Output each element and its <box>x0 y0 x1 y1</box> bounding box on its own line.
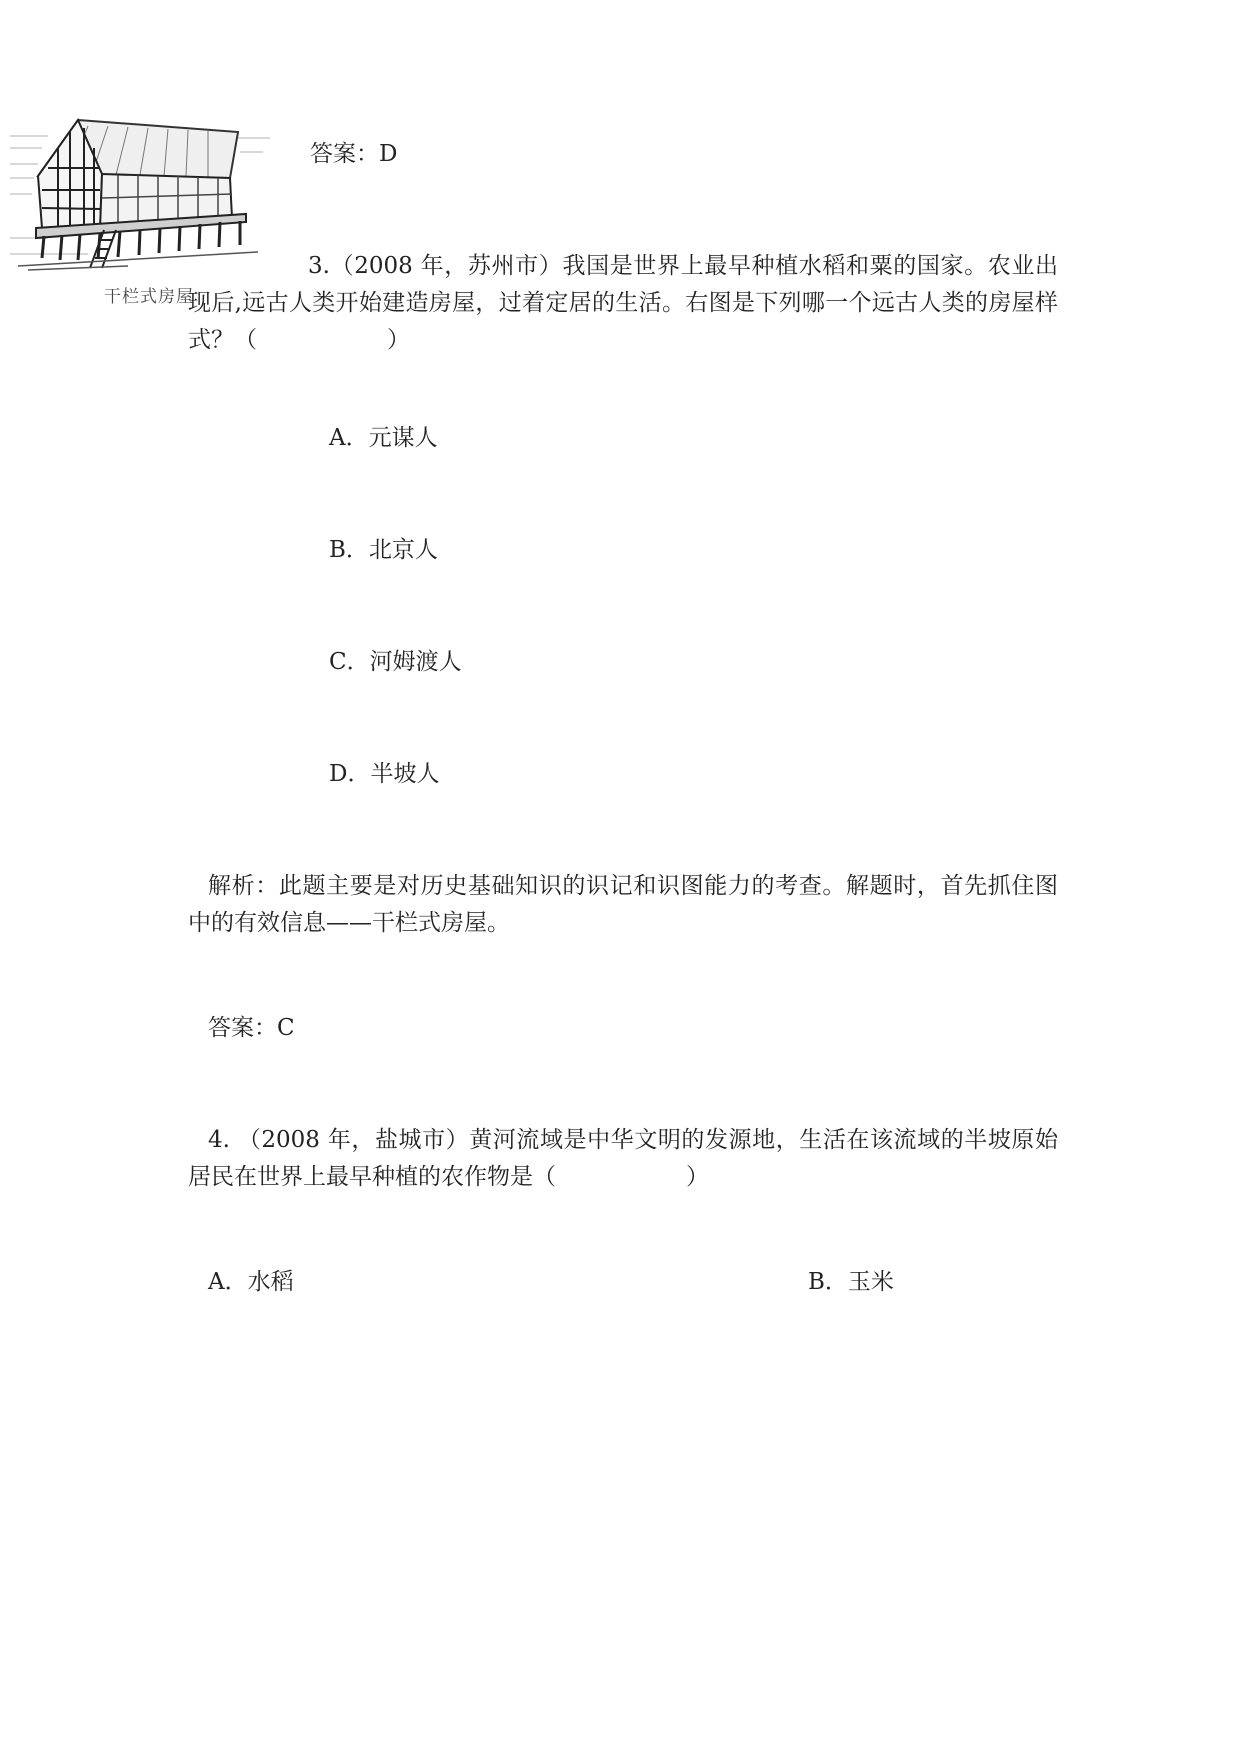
question-3-answer: 答案：C <box>208 1015 295 1041</box>
figure-caption: 干栏式房屋 <box>104 287 194 307</box>
option-a: A．元谋人 <box>329 425 438 451</box>
question-4-close-paren: ） <box>686 1164 709 1190</box>
question-4-text: 4. （2008 年，盐城市）黄河流域是中华文明的发源地，生活在该流域的半坡原始居民在世界上最早种植的农作物是（ <box>188 1127 1058 1190</box>
option-c: C．河姆渡人 <box>329 649 462 675</box>
option-b: B．北京人 <box>329 537 438 563</box>
option-d: D．半坡人 <box>329 761 440 787</box>
question-4-option-b: B．玉米 <box>808 1269 894 1295</box>
question-3-analysis: 解析：此题主要是对历史基础知识的识记和识图能力的考查。解题时，首先抓住图中的有效信息——干栏式房屋。 <box>188 873 1058 936</box>
question-4-stem <box>188 1122 1058 1196</box>
question-3-stem <box>188 248 1058 359</box>
answer-previous: 答案：D <box>310 141 398 167</box>
question-3-text: 3.（2008 年，苏州市）我国是世界上最早种植水稻和粟的国家。农业出现后,远古人类开始建造房屋，过着定居的生活。右图是下列哪一个远古人类的房屋样式？（ <box>188 253 1058 353</box>
question-4-option-a: A．水稻 <box>208 1269 294 1295</box>
question-3-close-paren: ） <box>387 327 410 353</box>
